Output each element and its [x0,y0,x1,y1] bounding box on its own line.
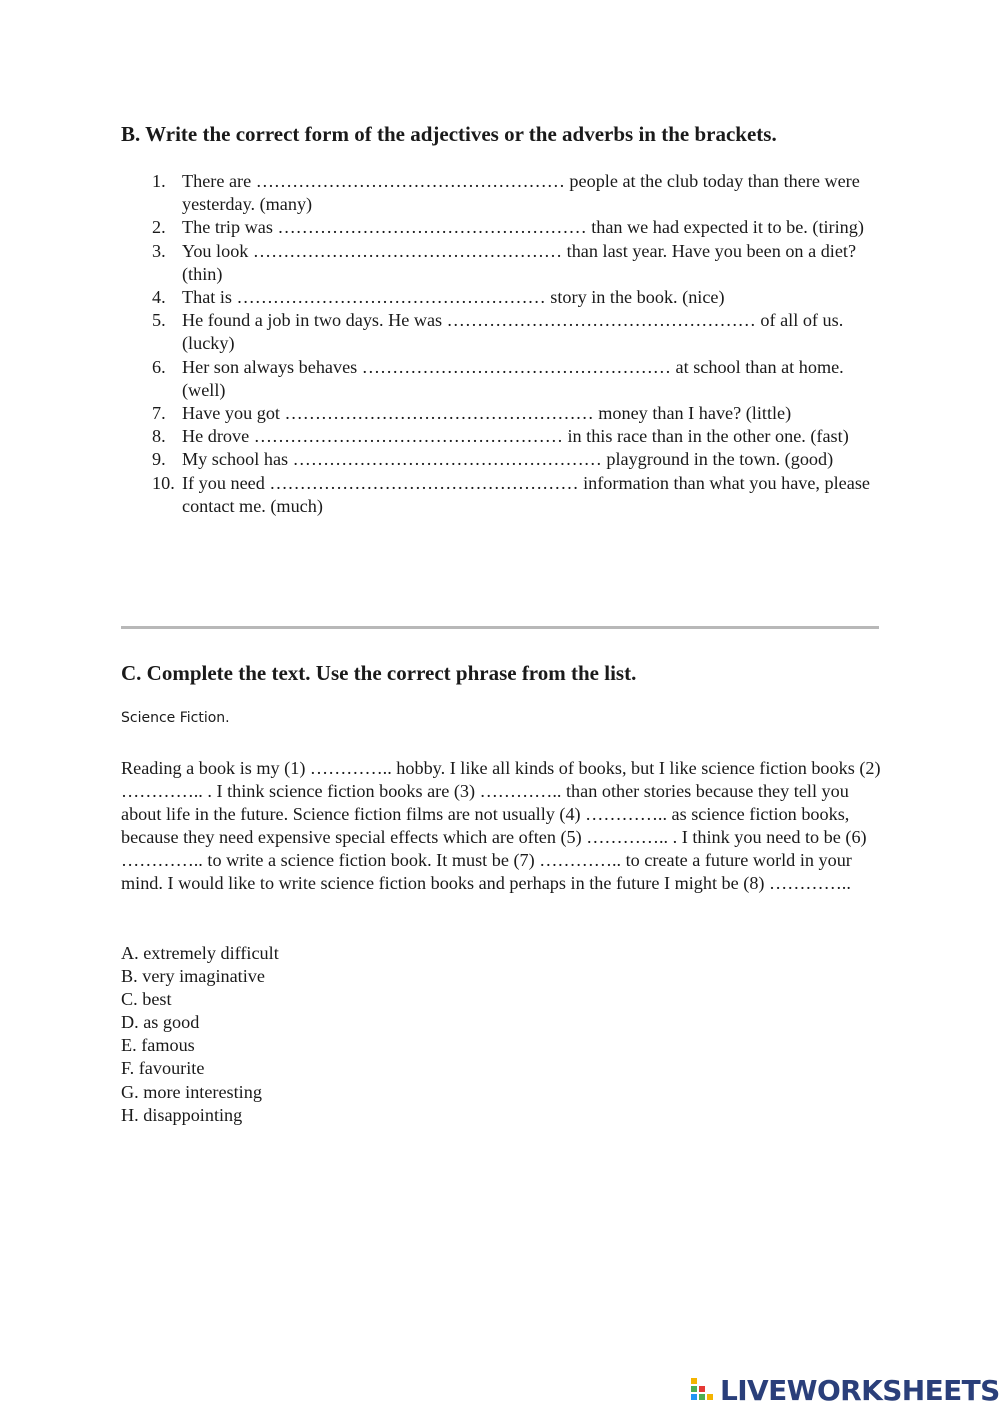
exercise-item [152,309,882,355]
exercise-item [152,240,882,286]
phrase-option: H. disappointing [121,1104,243,1125]
passage-text: Reading a book is my (1) ………….. hobby. I like all kinds of books, but I like science fiction books (2) ………….. . I think science fiction books are (3) ………….. than other stories because they tell you about life in the future. Science fiction films are not usually (4) ………….. as science fiction books, because they need expensive special effects which are often (5) ………….. . I think you need to be (6) ………….. to write a science fiction book. It must be (7) ………….. to create a future world in your mind. I would like to write science fiction books and perhaps in the future I might be (8) ………….. [121,758,881,894]
item-text: My school has …………………………………………… playground in the town. (good) [182,449,834,470]
item-number: 5. [152,310,166,331]
item-number: 4. [152,287,166,308]
item-number: 3. [152,240,166,261]
item-number: 1. [152,171,166,191]
item-text: The trip was …………………………………………… than we had expected it to be. (tiring) [182,217,864,238]
phrase-list [121,942,279,1127]
phrase-option: D. as good [121,1012,200,1033]
item-number: 6. [152,356,166,377]
exercise-list [152,170,882,518]
phrase-option: F. favourite [121,1058,205,1079]
item-text: He drove …………………………………………… in this race than in the other one. (fast) [182,426,849,447]
item-text: Her son always behaves …………………………………………… at school than at home. (well) [182,356,844,400]
item-number: 10. [152,472,175,493]
item-text: That is …………………………………………… story in the book. (nice) [182,287,725,308]
liveworksheets-logo-icon [690,1376,718,1404]
exercise-item [152,402,882,425]
item-number: 2. [152,217,166,238]
section-c-heading: C. Complete the text. Use the correct phrase from the list. [121,661,637,685]
passage-title: Science Fiction. [121,710,230,726]
item-text: He found a job in two days. He was …………………………………………… of all of us. (lucky) [182,310,844,354]
logo-text: LIVEWORKSHEETS [720,1373,1000,1407]
phrase-option: C. best [121,989,172,1010]
phrase-option: G. more interesting [121,1081,262,1102]
exercise-item [152,425,882,448]
phrase-option: A. extremely difficult [121,943,279,963]
item-number: 8. [152,426,166,447]
item-number: 7. [152,403,166,424]
exercise-item [152,286,882,309]
exercise-item [152,448,882,471]
phrase-option: E. famous [121,1035,195,1056]
item-text: Have you got …………………………………………… money than I have? (little) [182,403,792,424]
exercise-item [152,472,882,518]
item-text: If you need …………………………………………… information than what you have, please contact me. (much) [182,472,870,516]
phrase-option: B. very imaginative [121,966,265,987]
exercise-item [152,356,882,402]
section-b-heading: B. Write the correct form of the adjectives or the adverbs in the brackets. [121,122,777,146]
item-text: There are …………………………………………… people at the club today than there were yesterday. (many) [182,171,860,215]
item-number: 9. [152,449,166,470]
liveworksheets-logo [690,1374,1000,1406]
item-text: You look …………………………………………… than last year. Have you been on a diet? (thin) [182,240,857,284]
exercise-item [152,216,882,239]
section-divider [121,626,879,629]
exercise-item [152,170,882,216]
